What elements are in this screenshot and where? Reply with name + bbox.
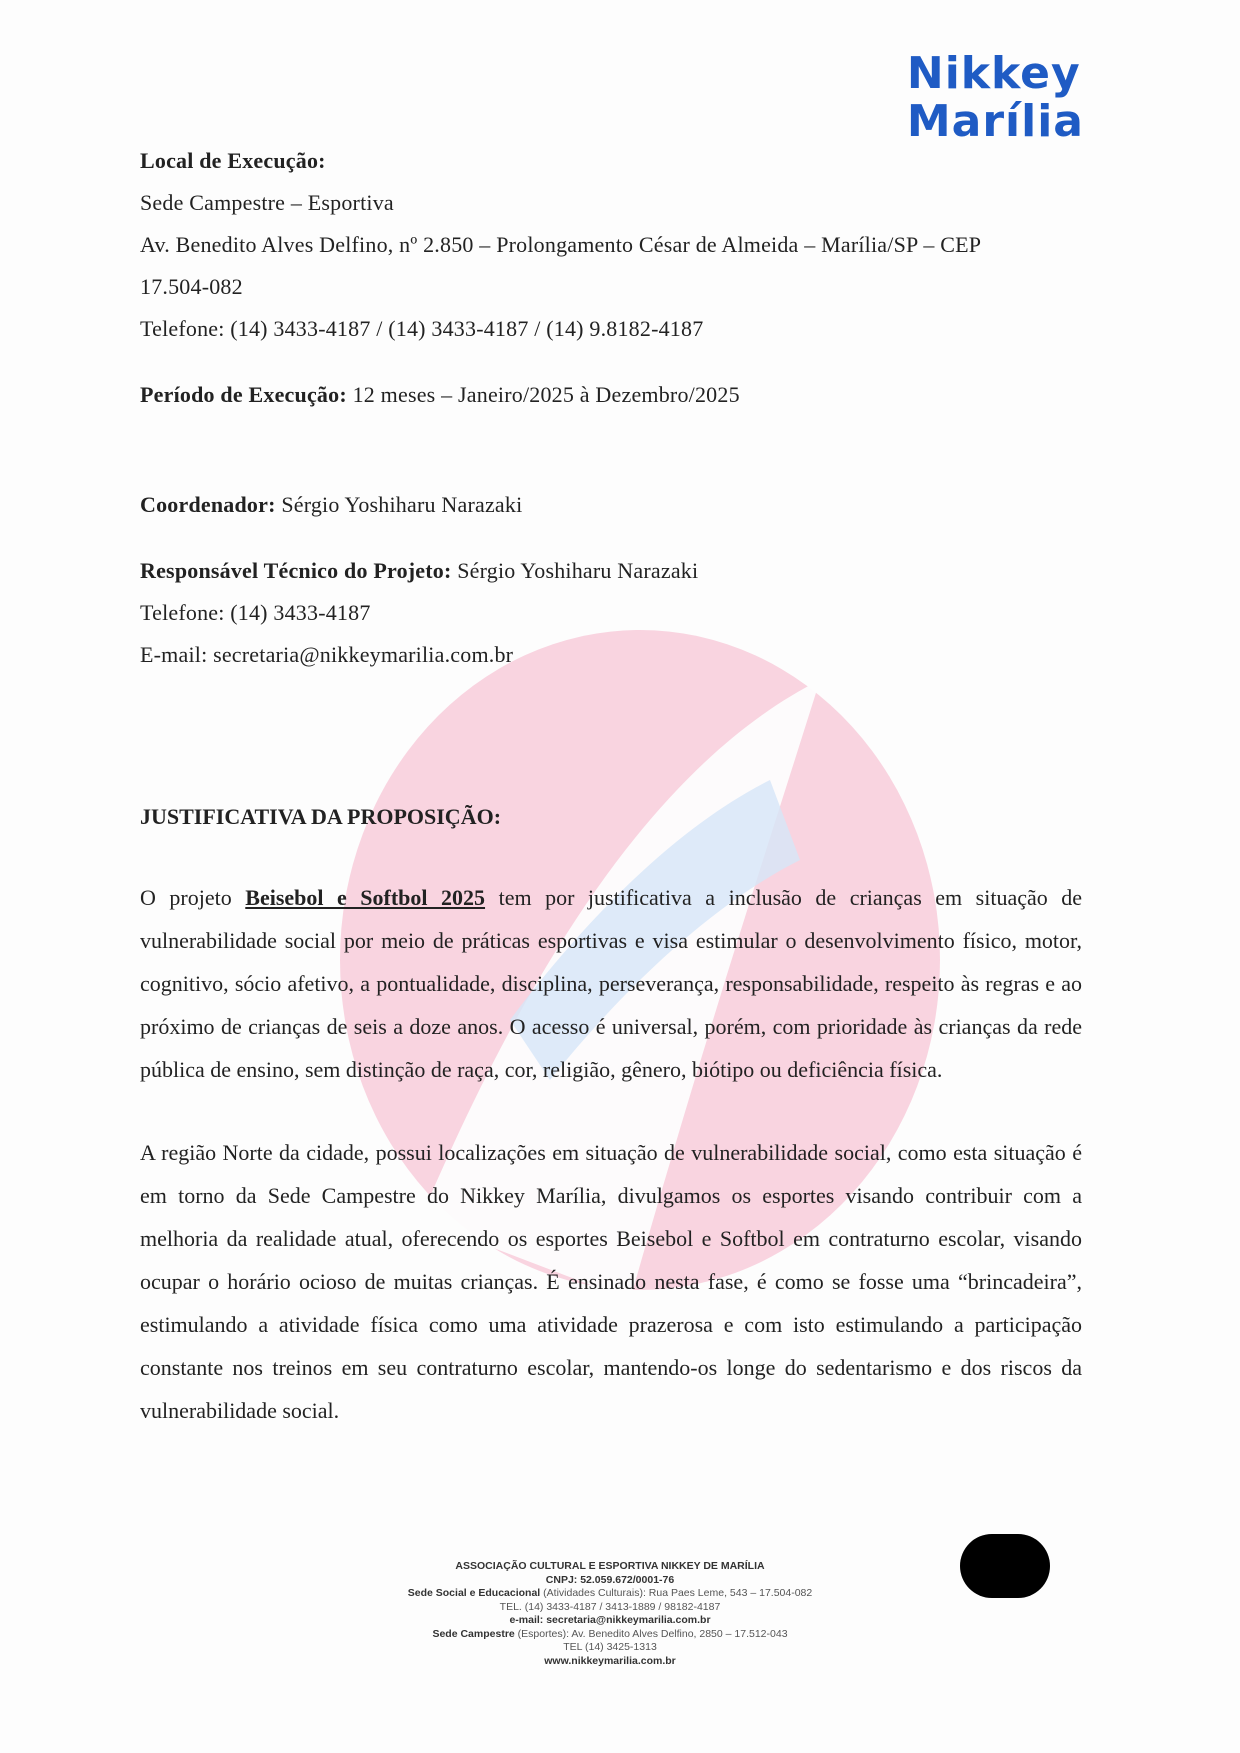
- justificativa-paragraph-2: A região Norte da cidade, possui localizações em situação de vulnerabilidade social, como esta situação é em torno da Sede Campestre do Nikkey Marília, divulgamos os esportes visando contribuir com a melhoria da realidade atual, oferecendo os esportes Beisebol e Softbol em contraturno escolar, visando ocupar o horário ocioso de muitas crianças. É ensinado nesta fase, é como se fosse uma “brincadeira”, estimulando a atividade física como uma atividade prazerosa e com isto estimulando a participação constante nos treinos em seu contraturno escolar, mantendo-os longe do sedentarismo e dos riscos da vulnerabilidade social.: [140, 1140, 1082, 1423]
- justificativa-paragraph-1: [140, 876, 1082, 1091]
- logo-line-1: Nikkey: [906, 48, 1081, 99]
- logo-line-2: Marília: [906, 96, 1084, 147]
- coordenador-value: Sérgio Yoshiharu Narazaki: [281, 492, 523, 517]
- local-address-line-1: Av. Benedito Alves Delfino, nº 2.850 – Prolongamento César de Almeida – Marília/SP – CEP: [140, 232, 982, 257]
- justificativa-heading: JUSTIFICATIVA DA PROPOSIÇÃO:: [140, 804, 502, 829]
- p1-prefix: O projeto: [140, 885, 232, 910]
- nikkey-marilia-logo: [907, 50, 1084, 146]
- responsavel-row: [140, 550, 1082, 592]
- coordenador-row: [140, 484, 1082, 526]
- footer-tel-1: TEL. (14) 3433-4187 / 3413-1889 / 98182-4187: [499, 1600, 721, 1613]
- footer-cnpj: CNPJ: 52.059.672/0001-76: [545, 1573, 675, 1586]
- responsavel-label: Responsável Técnico do Projeto:: [140, 558, 452, 583]
- redaction-mark: [960, 1534, 1050, 1598]
- footer-sede-social-label: Sede Social e Educacional: [407, 1587, 541, 1599]
- footer-sede-campestre-text: (Esportes): Av. Benedito Alves Delfino, 2850 – 17.512-043: [517, 1627, 788, 1640]
- footer: [340, 1560, 880, 1668]
- periodo-label: Período de Execução:: [140, 382, 347, 407]
- periodo-value: 12 meses – Janeiro/2025 à Dezembro/2025: [352, 382, 740, 407]
- footer-sede-campestre-label: Sede Campestre: [432, 1627, 515, 1640]
- project-name: Beisebol e Softbol 2025: [245, 885, 486, 910]
- footer-tel-2: TEL (14) 3425-1313: [563, 1641, 657, 1653]
- footer-site: www.nikkeymarilia.com.br: [544, 1654, 676, 1667]
- coordenador-label: Coordenador:: [140, 492, 276, 517]
- footer-sede-campestre: [340, 1628, 880, 1642]
- local-label: Local de Execução:: [140, 148, 326, 173]
- local-address-line-2: 17.504-082: [140, 274, 243, 299]
- p1-text: tem por justificativa a inclusão de crianças em situação de vulnerabilidade social por meio de práticas esportivas e visa estimular o desenvolvimento físico, motor, cognitivo, sócio afetivo, a pontualidade, disciplina, perseverança, responsabilidade, respeito às regras e ao próximo de crianças de seis a doze anos. O acesso é universal, porém, com prioridade às crianças da rede pública de ensino, sem distinção de raça, cor, religião, gênero, biótipo ou deficiência física.: [140, 885, 1083, 1082]
- periodo-row: [140, 374, 1082, 416]
- footer-org: ASSOCIAÇÃO CULTURAL E ESPORTIVA NIKKEY DE MARÍLIA: [455, 1560, 765, 1572]
- footer-email: e-mail: secretaria@nikkeymarilia.com.br: [509, 1614, 711, 1626]
- responsavel-phone: Telefone: (14) 3433-4187: [140, 600, 371, 625]
- footer-sede-social-text: (Atividades Culturais): Rua Paes Leme, 543 – 17.504-082: [543, 1587, 813, 1599]
- local-venue: Sede Campestre – Esportiva: [140, 190, 394, 215]
- local-phone: Telefone: (14) 3433-4187 / (14) 3433-4187 / (14) 9.8182-4187: [140, 316, 704, 341]
- document-body: [140, 140, 1082, 1432]
- footer-sede-social: [340, 1587, 880, 1601]
- responsavel-email: E-mail: secretaria@nikkeymarilia.com.br: [140, 642, 514, 667]
- responsavel-value: Sérgio Yoshiharu Narazaki: [457, 558, 699, 583]
